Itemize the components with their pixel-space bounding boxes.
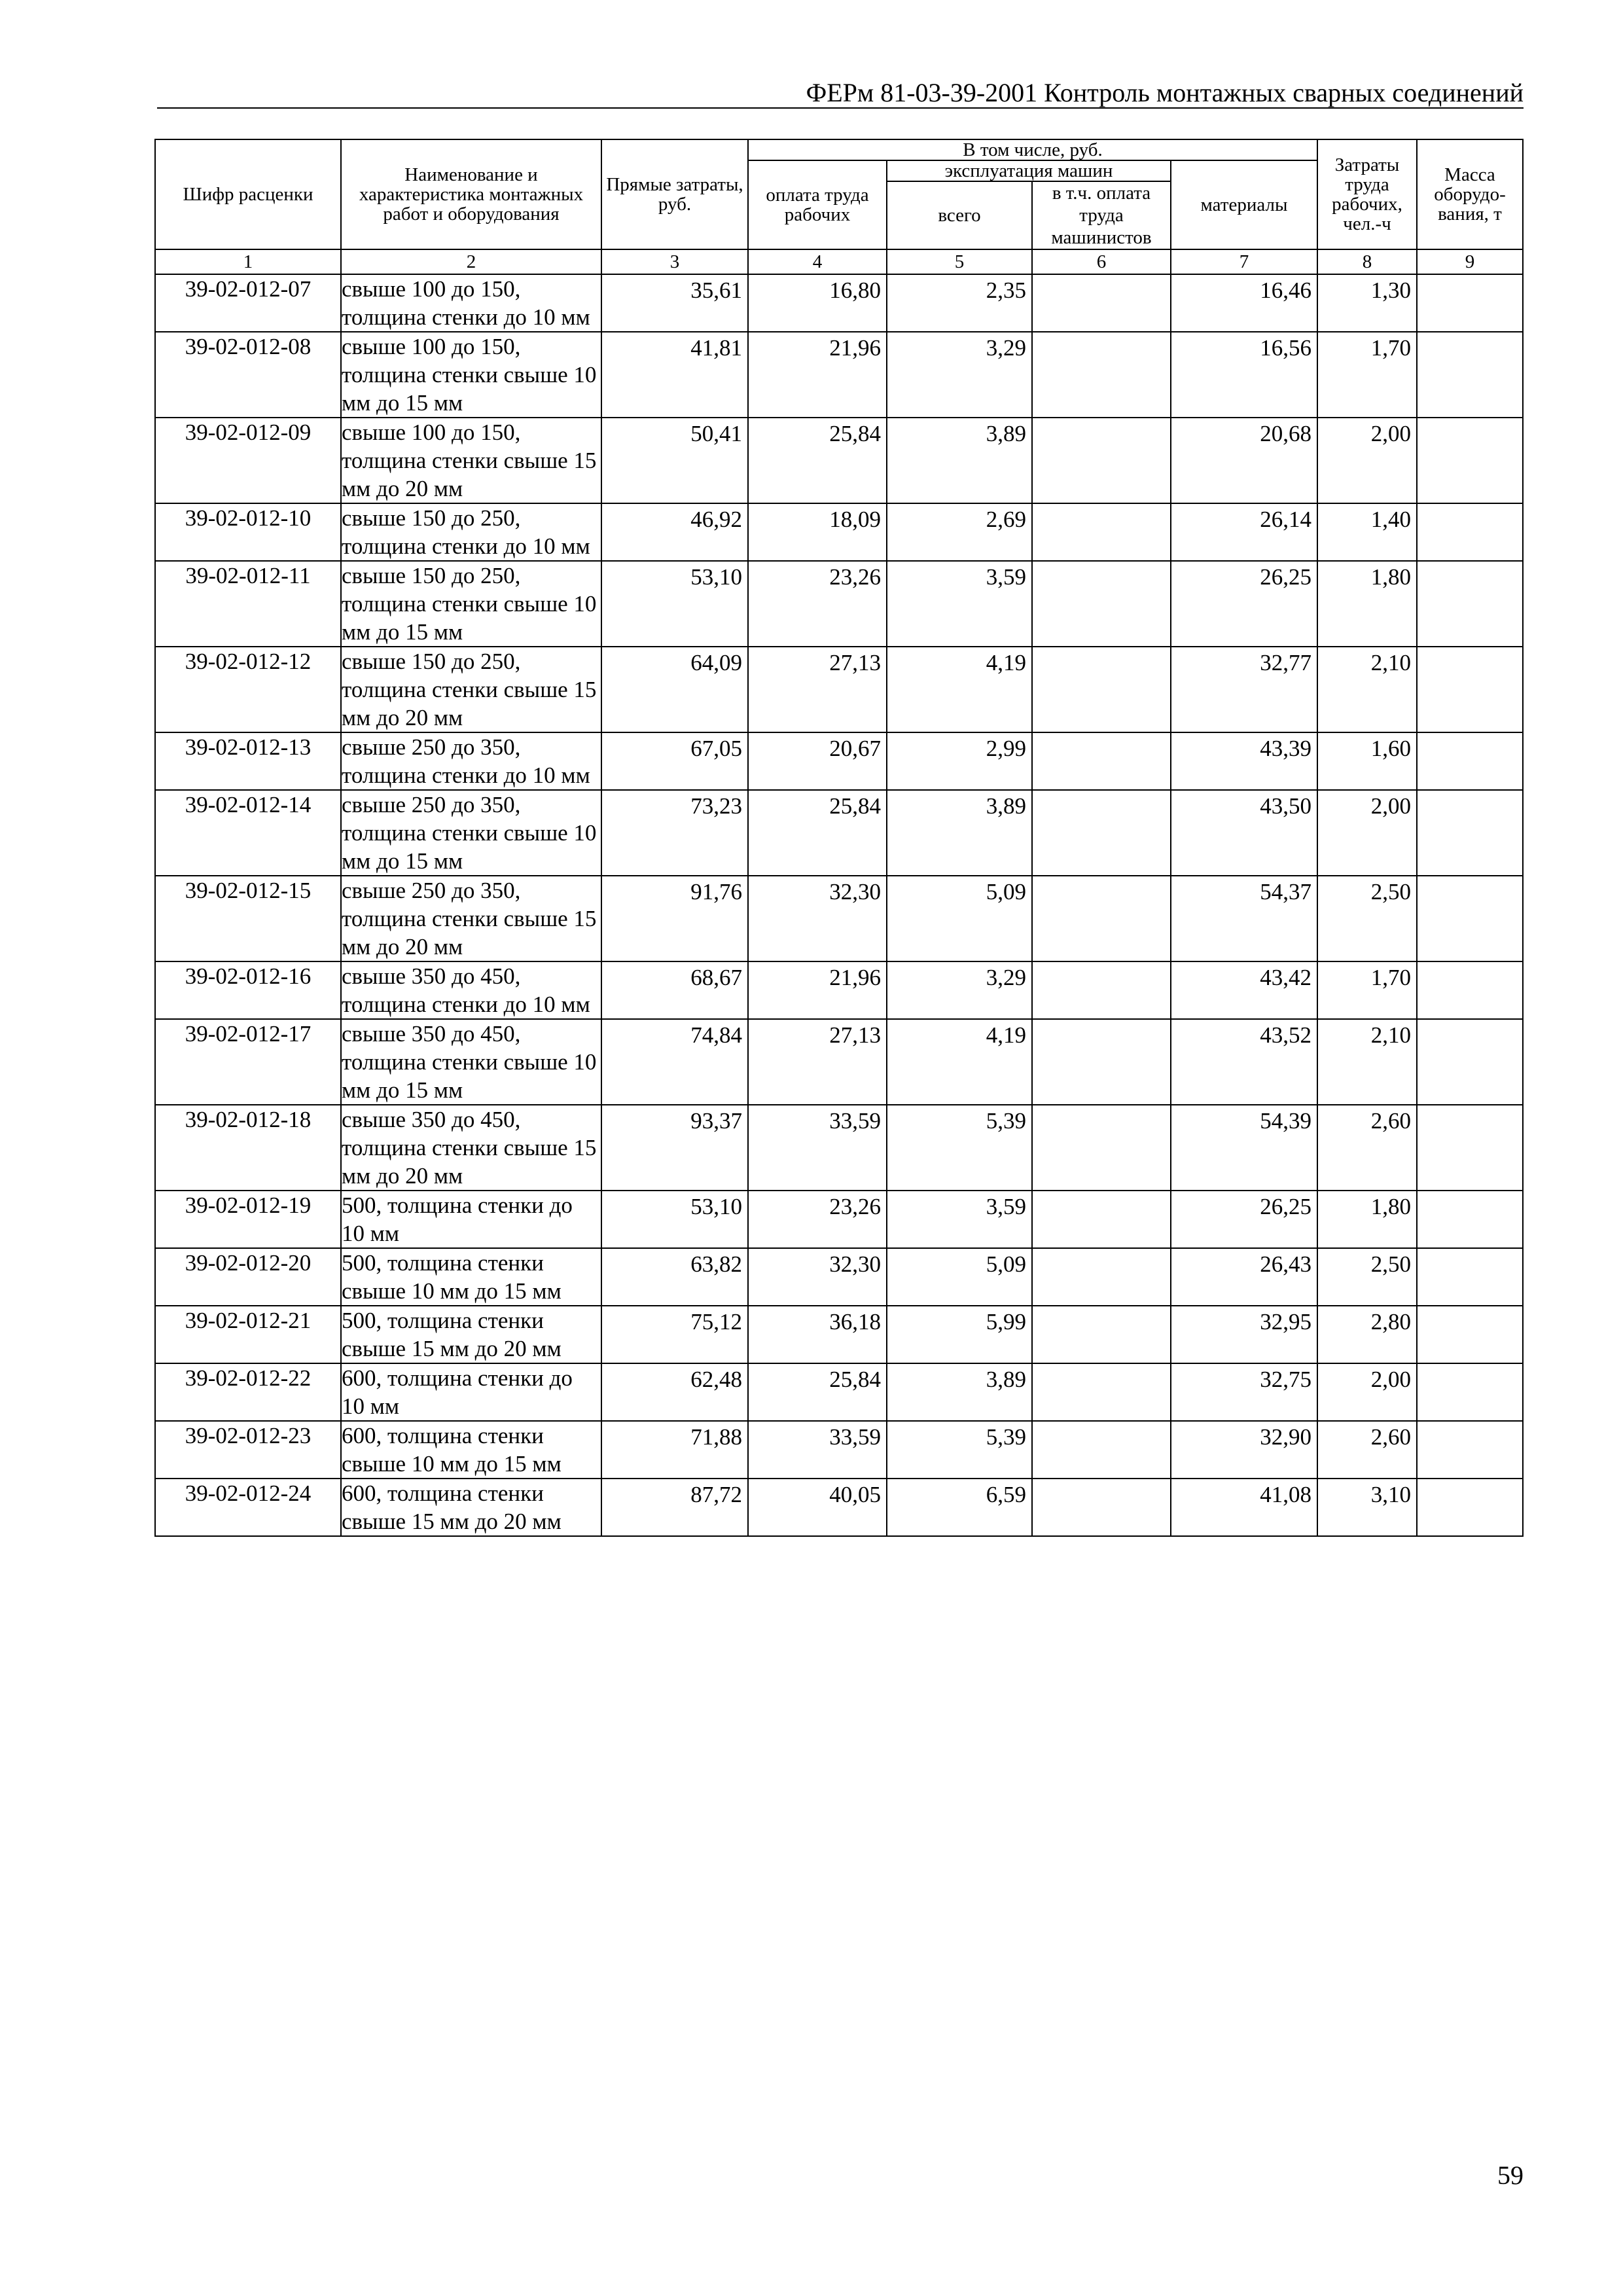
table-row (155, 1105, 1523, 1191)
rate-code: 39-02-012-13 (155, 732, 341, 790)
column-number: 2 (341, 249, 601, 274)
work-description: свыше 150 до 250, толщина стенки свыше 15 мм до 20 мм (341, 647, 601, 732)
header-machinists-pay: в т.ч. оплата труда машинистов (1032, 181, 1171, 249)
materials-cost: 41,08 (1171, 1479, 1317, 1536)
labor-pay: 18,09 (748, 503, 887, 561)
machinists-pay (1032, 274, 1171, 332)
direct-costs: 87,72 (601, 1479, 748, 1536)
rate-code: 39-02-012-22 (155, 1363, 341, 1421)
machinists-pay (1032, 790, 1171, 876)
materials-cost: 16,56 (1171, 332, 1317, 418)
direct-costs: 53,10 (601, 561, 748, 647)
labor-pay: 25,84 (748, 1363, 887, 1421)
materials-cost: 20,68 (1171, 418, 1317, 503)
work-description: 600, толщина стенки свыше 10 мм до 15 мм (341, 1421, 601, 1479)
equipment-mass (1417, 1191, 1523, 1248)
machinists-pay (1032, 961, 1171, 1019)
equipment-mass (1417, 274, 1523, 332)
work-description: 500, толщина стенки до 10 мм (341, 1191, 601, 1248)
work-description: свыше 250 до 350, толщина стенки свыше 10 мм до 15 мм (341, 790, 601, 876)
equipment-mass (1417, 503, 1523, 561)
rate-code: 39-02-012-21 (155, 1306, 341, 1363)
work-description: свыше 350 до 450, толщина стенки свыше 15 мм до 20 мм (341, 1105, 601, 1191)
equipment-mass (1417, 561, 1523, 647)
machinists-pay (1032, 332, 1171, 418)
table-body (155, 274, 1523, 1536)
header-rule (157, 107, 1524, 109)
machinists-pay (1032, 1191, 1171, 1248)
labor-hours: 2,50 (1317, 876, 1417, 961)
machines-total: 2,99 (887, 732, 1032, 790)
machinists-pay (1032, 732, 1171, 790)
labor-hours: 1,70 (1317, 332, 1417, 418)
work-description: свыше 100 до 150, толщина стенки свыше 15 мм до 20 мм (341, 418, 601, 503)
column-number: 3 (601, 249, 748, 274)
equipment-mass (1417, 790, 1523, 876)
work-description: свыше 100 до 150, толщина стенки до 10 мм (341, 274, 601, 332)
table-row (155, 647, 1523, 732)
machinists-pay (1032, 1306, 1171, 1363)
rate-code: 39-02-012-12 (155, 647, 341, 732)
rate-code: 39-02-012-07 (155, 274, 341, 332)
header-machines-total: всего (887, 181, 1032, 249)
labor-pay: 32,30 (748, 1248, 887, 1306)
table-row (155, 790, 1523, 876)
labor-pay: 40,05 (748, 1479, 887, 1536)
labor-hours: 1,30 (1317, 274, 1417, 332)
table-row (155, 732, 1523, 790)
equipment-mass (1417, 961, 1523, 1019)
direct-costs: 41,81 (601, 332, 748, 418)
machinists-pay (1032, 1248, 1171, 1306)
machinists-pay (1032, 1479, 1171, 1536)
labor-pay: 33,59 (748, 1105, 887, 1191)
materials-cost: 26,14 (1171, 503, 1317, 561)
labor-pay: 32,30 (748, 876, 887, 961)
work-description: свыше 100 до 150, толщина стенки свыше 10 мм до 15 мм (341, 332, 601, 418)
machines-total: 3,89 (887, 790, 1032, 876)
rate-code: 39-02-012-23 (155, 1421, 341, 1479)
machinists-pay (1032, 1421, 1171, 1479)
price-table (154, 139, 1524, 1537)
materials-cost: 32,75 (1171, 1363, 1317, 1421)
materials-cost: 54,39 (1171, 1105, 1317, 1191)
rate-code: 39-02-012-16 (155, 961, 341, 1019)
machines-total: 2,35 (887, 274, 1032, 332)
labor-pay: 36,18 (748, 1306, 887, 1363)
materials-cost: 32,95 (1171, 1306, 1317, 1363)
rate-code: 39-02-012-09 (155, 418, 341, 503)
materials-cost: 32,77 (1171, 647, 1317, 732)
labor-pay: 20,67 (748, 732, 887, 790)
labor-pay: 25,84 (748, 418, 887, 503)
table-row (155, 1306, 1523, 1363)
materials-cost: 26,43 (1171, 1248, 1317, 1306)
header-mass: Масса оборудо-вания, т (1417, 139, 1523, 249)
materials-cost: 16,46 (1171, 274, 1317, 332)
rate-code: 39-02-012-20 (155, 1248, 341, 1306)
direct-costs: 46,92 (601, 503, 748, 561)
table-row (155, 561, 1523, 647)
labor-hours: 2,10 (1317, 1019, 1417, 1105)
rate-code: 39-02-012-11 (155, 561, 341, 647)
table-row (155, 1019, 1523, 1105)
equipment-mass (1417, 1105, 1523, 1191)
machines-total: 3,89 (887, 418, 1032, 503)
machinists-pay (1032, 1105, 1171, 1191)
equipment-mass (1417, 1479, 1523, 1536)
materials-cost: 43,42 (1171, 961, 1317, 1019)
direct-costs: 35,61 (601, 274, 748, 332)
column-number: 9 (1417, 249, 1523, 274)
machinists-pay (1032, 561, 1171, 647)
labor-hours: 2,00 (1317, 790, 1417, 876)
table-row (155, 876, 1523, 961)
rate-code: 39-02-012-15 (155, 876, 341, 961)
rate-code: 39-02-012-08 (155, 332, 341, 418)
work-description: свыше 350 до 450, толщина стенки свыше 10 мм до 15 мм (341, 1019, 601, 1105)
machines-total: 5,39 (887, 1421, 1032, 1479)
direct-costs: 53,10 (601, 1191, 748, 1248)
machinists-pay (1032, 503, 1171, 561)
column-number: 7 (1171, 249, 1317, 274)
labor-hours: 1,80 (1317, 561, 1417, 647)
machines-total: 3,59 (887, 561, 1032, 647)
materials-cost: 54,37 (1171, 876, 1317, 961)
materials-cost: 43,39 (1171, 732, 1317, 790)
equipment-mass (1417, 1363, 1523, 1421)
rate-code: 39-02-012-17 (155, 1019, 341, 1105)
header-direct-costs: Прямые затраты, руб. (601, 139, 748, 249)
work-description: 500, толщина стенки свыше 15 мм до 20 мм (341, 1306, 601, 1363)
labor-hours: 2,10 (1317, 647, 1417, 732)
direct-costs: 64,09 (601, 647, 748, 732)
work-description: свыше 350 до 450, толщина стенки до 10 мм (341, 961, 601, 1019)
machines-total: 2,69 (887, 503, 1032, 561)
table-row (155, 1479, 1523, 1536)
machines-total: 4,19 (887, 647, 1032, 732)
table-row (155, 418, 1523, 503)
materials-cost: 43,50 (1171, 790, 1317, 876)
header-including: В том числе, руб. (748, 139, 1317, 160)
header-labor-pay: оплата труда рабочих (748, 160, 887, 249)
machinists-pay (1032, 876, 1171, 961)
labor-pay: 33,59 (748, 1421, 887, 1479)
materials-cost: 26,25 (1171, 561, 1317, 647)
rate-code: 39-02-012-19 (155, 1191, 341, 1248)
machines-total: 3,29 (887, 332, 1032, 418)
equipment-mass (1417, 732, 1523, 790)
labor-hours: 1,60 (1317, 732, 1417, 790)
labor-hours: 2,60 (1317, 1105, 1417, 1191)
work-description: 500, толщина стенки свыше 10 мм до 15 мм (341, 1248, 601, 1306)
machines-total: 6,59 (887, 1479, 1032, 1536)
machines-total: 5,99 (887, 1306, 1032, 1363)
direct-costs: 73,23 (601, 790, 748, 876)
work-description: 600, толщина стенки до 10 мм (341, 1363, 601, 1421)
direct-costs: 71,88 (601, 1421, 748, 1479)
equipment-mass (1417, 332, 1523, 418)
work-description: свыше 150 до 250, толщина стенки свыше 10 мм до 15 мм (341, 561, 601, 647)
column-number: 1 (155, 249, 341, 274)
header-labor-hours: Затраты труда рабочих, чел.-ч (1317, 139, 1417, 249)
direct-costs: 93,37 (601, 1105, 748, 1191)
labor-hours: 2,80 (1317, 1306, 1417, 1363)
labor-pay: 21,96 (748, 961, 887, 1019)
direct-costs: 50,41 (601, 418, 748, 503)
labor-hours: 1,70 (1317, 961, 1417, 1019)
direct-costs: 62,48 (601, 1363, 748, 1421)
labor-pay: 27,13 (748, 1019, 887, 1105)
labor-pay: 16,80 (748, 274, 887, 332)
direct-costs: 74,84 (601, 1019, 748, 1105)
table-row (155, 961, 1523, 1019)
machines-total: 5,09 (887, 876, 1032, 961)
page-number: 59 (1497, 2161, 1524, 2190)
equipment-mass (1417, 876, 1523, 961)
machinists-pay (1032, 1363, 1171, 1421)
rate-code: 39-02-012-18 (155, 1105, 341, 1191)
equipment-mass (1417, 1248, 1523, 1306)
rate-code: 39-02-012-24 (155, 1479, 341, 1536)
header-machines: эксплуатация машин (887, 160, 1171, 181)
column-number-row (155, 249, 1523, 274)
direct-costs: 67,05 (601, 732, 748, 790)
machines-total: 5,39 (887, 1105, 1032, 1191)
direct-costs: 75,12 (601, 1306, 748, 1363)
labor-pay: 21,96 (748, 332, 887, 418)
table-row (155, 1191, 1523, 1248)
table-row (155, 332, 1523, 418)
labor-hours: 2,00 (1317, 418, 1417, 503)
labor-pay: 27,13 (748, 647, 887, 732)
work-description: 600, толщина стенки свыше 15 мм до 20 мм (341, 1479, 601, 1536)
header-code: Шифр расценки (155, 139, 341, 249)
rate-code: 39-02-012-14 (155, 790, 341, 876)
labor-hours: 2,00 (1317, 1363, 1417, 1421)
table-header (155, 139, 1523, 274)
work-description: свыше 250 до 350, толщина стенки свыше 15 мм до 20 мм (341, 876, 601, 961)
equipment-mass (1417, 1019, 1523, 1105)
machines-total: 3,89 (887, 1363, 1032, 1421)
table-row (155, 503, 1523, 561)
machines-total: 3,59 (887, 1191, 1032, 1248)
page-header-title: ФЕРм 81-03-39-2001 Контроль монтажных сварных соединений (806, 78, 1524, 107)
machinists-pay (1032, 1019, 1171, 1105)
machines-total: 5,09 (887, 1248, 1032, 1306)
machines-total: 3,29 (887, 961, 1032, 1019)
table-row (155, 1363, 1523, 1421)
machinists-pay (1032, 418, 1171, 503)
labor-hours: 2,50 (1317, 1248, 1417, 1306)
column-number: 5 (887, 249, 1032, 274)
labor-hours: 2,60 (1317, 1421, 1417, 1479)
equipment-mass (1417, 1306, 1523, 1363)
direct-costs: 91,76 (601, 876, 748, 961)
labor-pay: 23,26 (748, 1191, 887, 1248)
equipment-mass (1417, 647, 1523, 732)
materials-cost: 43,52 (1171, 1019, 1317, 1105)
materials-cost: 32,90 (1171, 1421, 1317, 1479)
labor-hours: 3,10 (1317, 1479, 1417, 1536)
direct-costs: 68,67 (601, 961, 748, 1019)
table-row (155, 1421, 1523, 1479)
machinists-pay (1032, 647, 1171, 732)
labor-pay: 25,84 (748, 790, 887, 876)
column-number: 8 (1317, 249, 1417, 274)
equipment-mass (1417, 1421, 1523, 1479)
column-number: 6 (1032, 249, 1171, 274)
materials-cost: 26,25 (1171, 1191, 1317, 1248)
table-row (155, 1248, 1523, 1306)
labor-pay: 23,26 (748, 561, 887, 647)
work-description: свыше 250 до 350, толщина стенки до 10 мм (341, 732, 601, 790)
column-number: 4 (748, 249, 887, 274)
direct-costs: 63,82 (601, 1248, 748, 1306)
header-name: Наименование и характеристика монтажных работ и оборудования (341, 139, 601, 249)
work-description: свыше 150 до 250, толщина стенки до 10 мм (341, 503, 601, 561)
machines-total: 4,19 (887, 1019, 1032, 1105)
header-materials: материалы (1171, 160, 1317, 249)
equipment-mass (1417, 418, 1523, 503)
labor-hours: 1,40 (1317, 503, 1417, 561)
labor-hours: 1,80 (1317, 1191, 1417, 1248)
table-row (155, 274, 1523, 332)
rate-code: 39-02-012-10 (155, 503, 341, 561)
